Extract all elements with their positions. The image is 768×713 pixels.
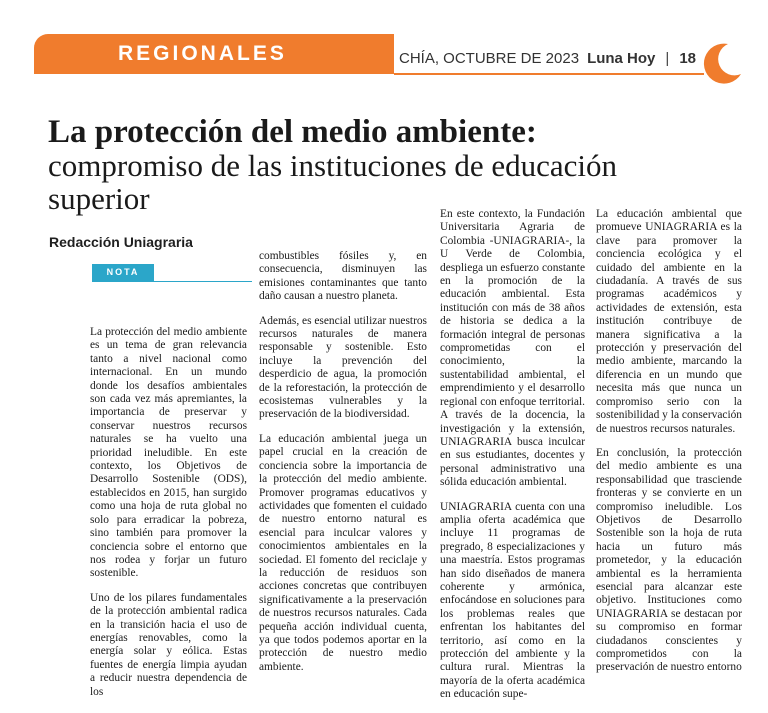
article-column-2 bbox=[259, 250, 427, 685]
header-rule bbox=[394, 73, 704, 75]
header-separator: | bbox=[665, 50, 670, 67]
paragraph: En este contexto, la Fundación Universitaria Agraria de Colombia -UNIAGRARIA-, la U Verde de Colombia, despliega un esfuerzo constante en la promoción de la educación ambiental. Esta institución con más de 38 años de historia se dedica a la formación integral de personas comprometidas con el conocimiento, la sustentabilidad ambiental, el emprendimiento y el desarrollo regional con enfoque territorial. A través de la docencia, la investigación y la extensión, UNIAGRARIA busca inculcar en sus estudiantes, docentes y personal administrativo una sólida educación ambiental. bbox=[440, 208, 585, 489]
article-column-1 bbox=[90, 326, 247, 710]
crescent-moon-icon bbox=[698, 40, 744, 86]
publication-name: Luna Hoy bbox=[587, 50, 656, 67]
tag-underline bbox=[92, 281, 252, 282]
headline-subtitle: compromiso de las instituciones de educación superior bbox=[48, 148, 618, 216]
paragraph: Además, es esencial utilizar nuestros recursos naturales de manera responsable y sostenible. Esto incluye la prevención del desperdicio de agua, la promoción de la reforestación, la protección de ecosistemas vulnerables y la preservación de la biodiversidad. bbox=[259, 314, 427, 421]
section-label: REGIONALES bbox=[118, 42, 287, 65]
headline-bold: La protección del medio ambiente: bbox=[48, 114, 537, 150]
page-header bbox=[399, 50, 696, 67]
article-column-3 bbox=[440, 208, 585, 713]
paragraph: La educación ambiental que promueve UNIAGRARIA es la clave para promover la conciencia ecológica y el cuidado del ambiente en la ciudadanía. A través de sus programas académicos y actividades de extensión, esta institución contribuye de manera significativa a la protección y preservación del medio ambiente, marcando la diferencia en un mundo que necesita más que nunca un compromiso serio con la sostenibilidad y la conservación de nuestros recursos naturales. bbox=[596, 208, 742, 435]
paragraph: La educación ambiental juega un papel crucial en la creación de conciencia sobre la importancia de la protección del medio ambiente. Promover programas educativos y actividades que fomenten el cuidado de nuestro entorno natural es esencial para inculcar valores y conocimientos ambientales en la sociedad. El fomento del reciclaje y la reducción de residuos son acciones concretas que contribuyen significativamente a la preservación de nuestros recursos naturales. Cada pequeña acción individual cuenta, ya que todos podemos aportar en la protección de nuestro medio ambiente. bbox=[259, 432, 427, 673]
paragraph: combustibles fósiles y, en consecuencia, disminuyen las emisiones contaminantes que tanto daño causan a nuestro planeta. bbox=[259, 250, 427, 303]
paragraph: UNIAGRARIA cuenta con una amplia oferta académica que incluye 11 programas de pregrado, 8 especializaciones y una maestría. Estos programas han sido diseñados de manera coherente y armónica, enfocándose en soluciones para los problemas reales que enfrentan los habitantes del territorio, así como en la protección del ambiente y la cultura rural. Mientras la mayoría de la oferta académica en educación supe- bbox=[440, 500, 585, 701]
dateline: CHÍA, OCTUBRE DE 2023 bbox=[399, 50, 580, 67]
byline: Redacción Uniagraria bbox=[49, 234, 193, 250]
paragraph: La protección del medio ambiente es un tema de gran relevancia tanto a nivel nacional como internacional. En un mundo donde los desafíos ambientales son cada vez más apremiantes, la importancia de preservar y conservar nuestros recursos naturales se ha vuelto una prioridad ineludible. En este contexto, los Objetivos de Desarrollo Sostenible (ODS), establecidos en 2015, han surgido como una hoja de ruta global no solo para erradicar la pobreza, sino también para promover la conciencia sobre el entorno que nos rodea y forjar un futuro sostenible. bbox=[90, 326, 247, 580]
paragraph: En conclusión, la protección del medio ambiente es una responsabilidad que trasciende fronteras y se convierte en un compromiso ineludible. Los Objetivos de Desarrollo Sostenible son la hoja de ruta hacia un futuro más prometedor, y la educación ambiental es la herramienta esencial para alcanzar este objetivo. Instituciones como UNIAGRARIA se destacan por su compromiso en formar ciudadanos conscientes y comprometidos con la preservación de nuestro entorno bbox=[596, 446, 742, 674]
article-tag: NOTA bbox=[92, 264, 154, 281]
article-column-4 bbox=[596, 208, 742, 686]
article-headline bbox=[48, 116, 648, 215]
page-number: 18 bbox=[679, 50, 696, 67]
paragraph: Uno de los pilares fundamentales de la protección ambiental radica en la transición hacia el uso de energías renovables, como la energía solar y eólica. Estas fuentes de energía limpia ayudan a reducir nuestra dependencia de los bbox=[90, 591, 247, 698]
